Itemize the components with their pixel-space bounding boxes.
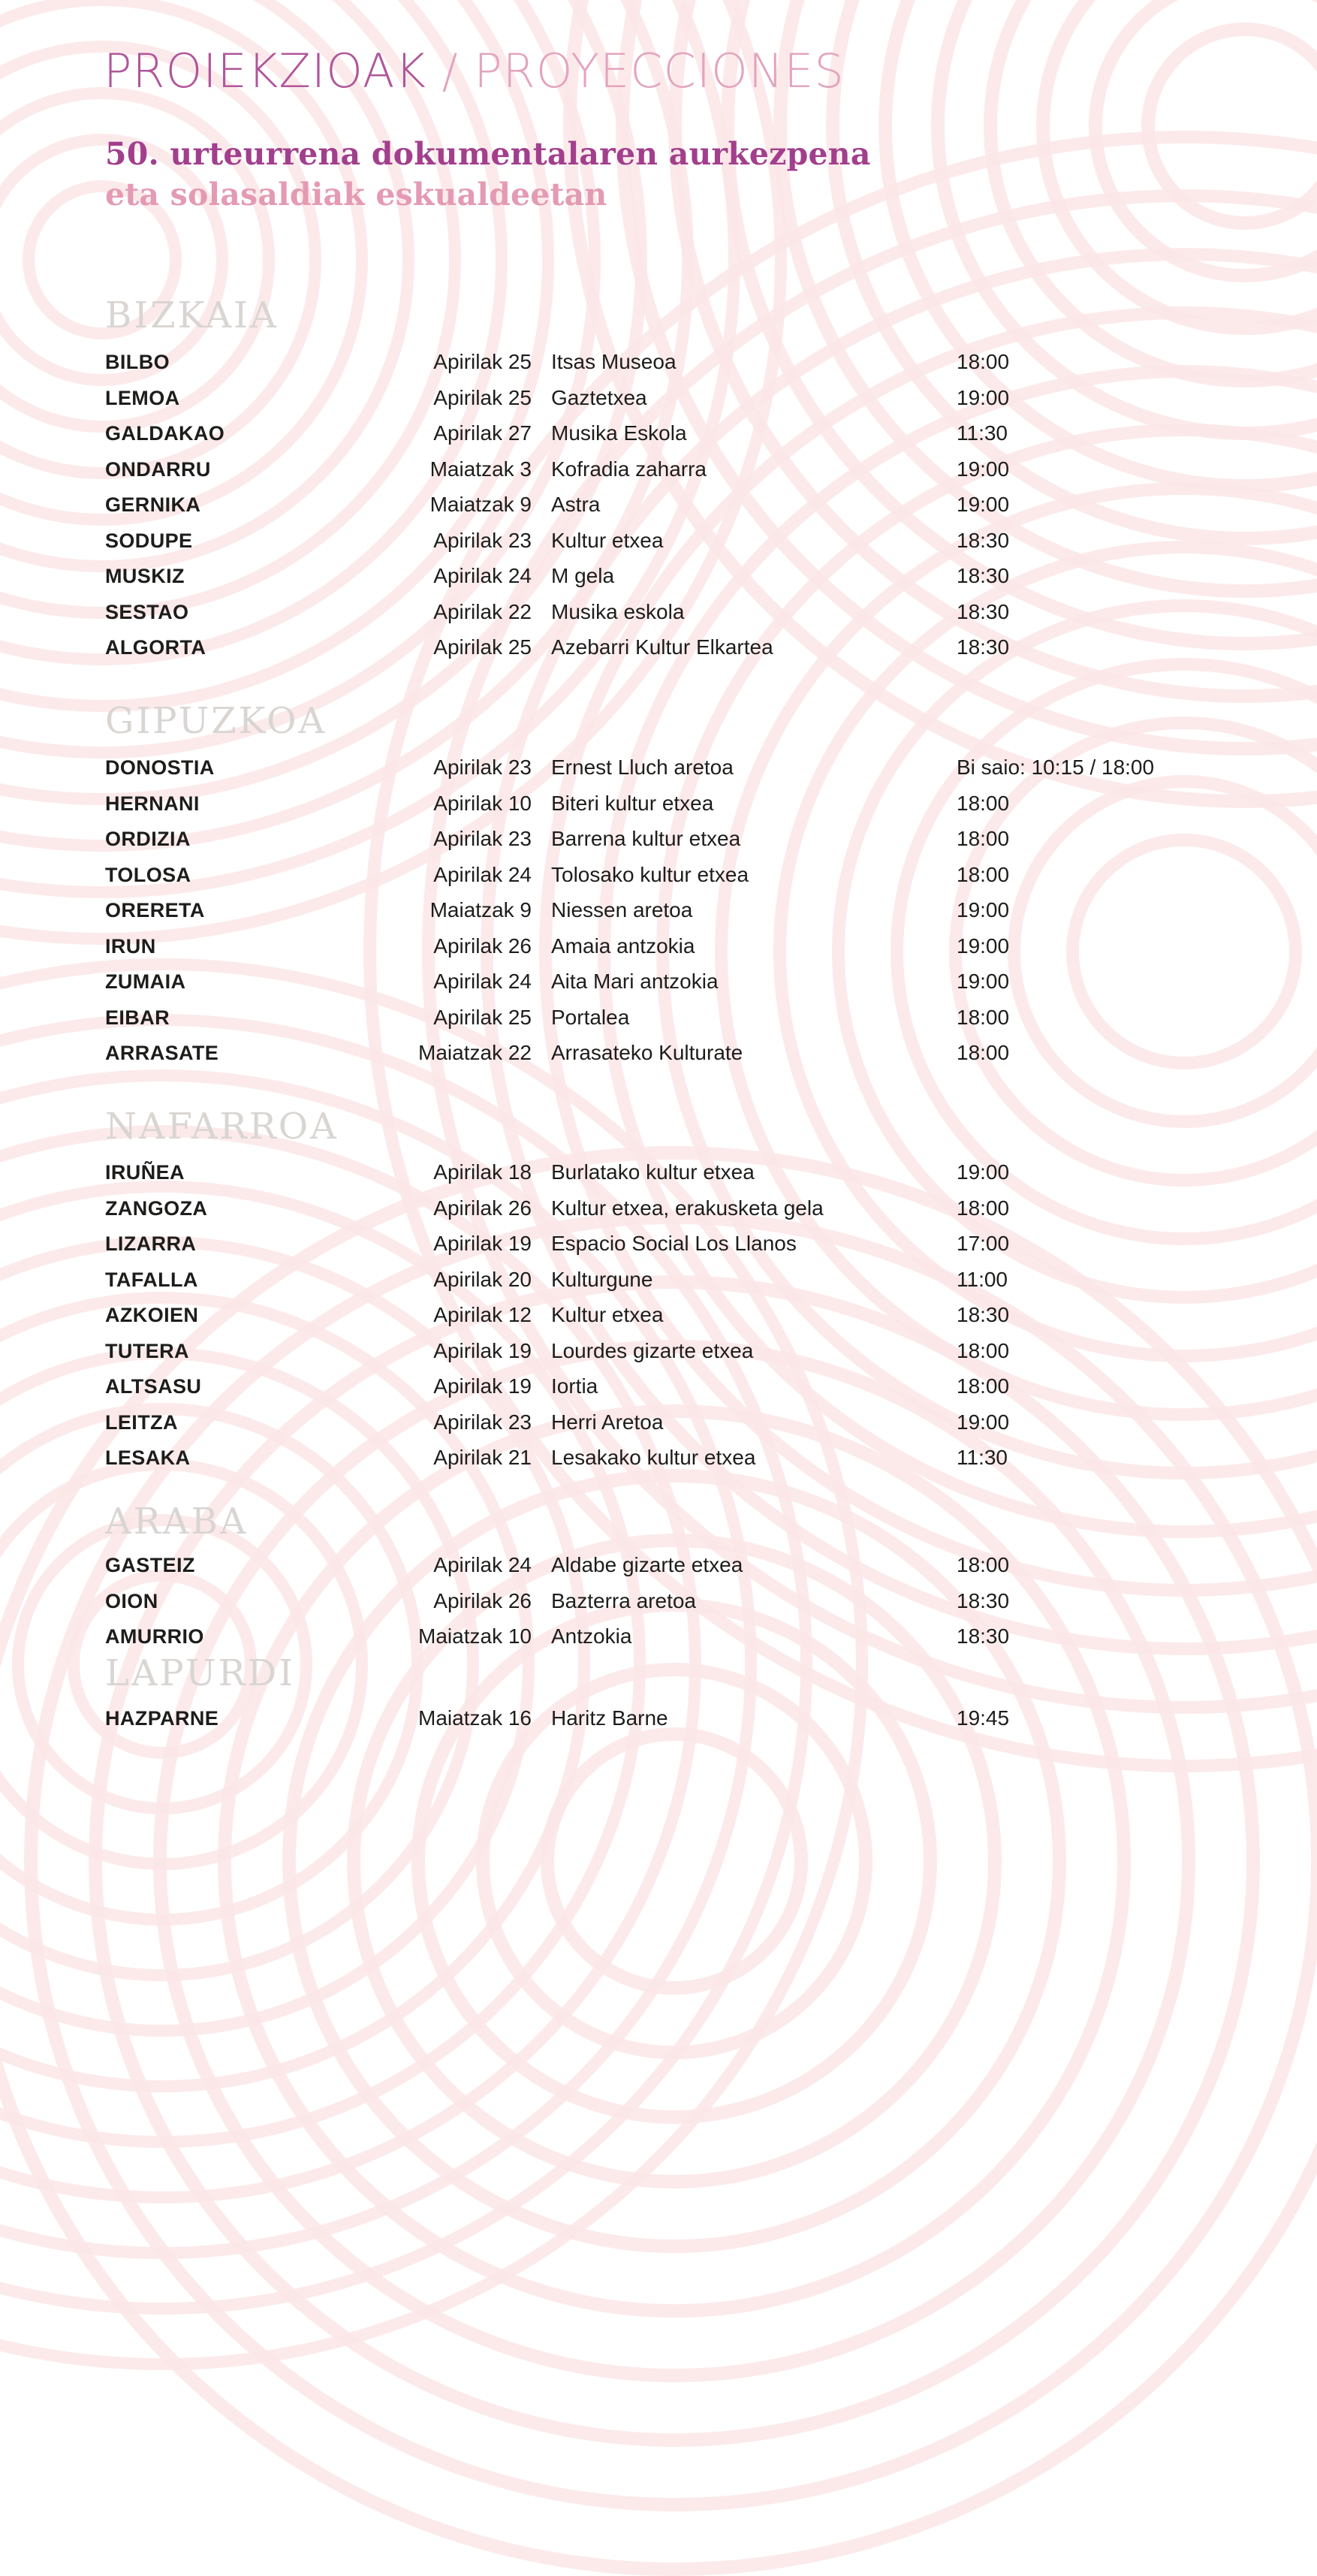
event-date: Apirilak 25: [433, 1005, 532, 1029]
venue-name: Azebarri Kultur Elkartea: [551, 635, 773, 659]
town-name: IRUÑEA: [105, 1161, 185, 1184]
town-name: ONDARRU: [105, 457, 211, 481]
venue-name: Aldabe gizarte etxea: [551, 1553, 743, 1576]
town-name: TAFALLA: [105, 1268, 198, 1291]
venue-name: Kofradia zaharra: [551, 457, 707, 481]
table-row: [105, 493, 1216, 529]
table-row: [105, 421, 1216, 457]
table-row: [105, 1339, 1216, 1375]
venue-name: Herri Aretoa: [551, 1410, 664, 1434]
event-date: Apirilak 26: [433, 934, 532, 958]
town-name: SODUPE: [105, 529, 193, 552]
venue-name: Arrasateko Kulturate: [551, 1041, 743, 1064]
event-date: Apirilak 22: [433, 599, 532, 623]
town-name: SESTAO: [105, 600, 189, 623]
event-date: Apirilak 27: [433, 421, 532, 445]
venue-name: Iortia: [551, 1374, 598, 1398]
screenings-table-lapurdi: [105, 1706, 1216, 1742]
event-time: 18:30: [957, 564, 1010, 587]
town-name: HERNANI: [105, 792, 200, 815]
event-date: Apirilak 26: [433, 1588, 532, 1612]
town-name: LEITZA: [105, 1410, 178, 1434]
town-name: HAZPARNE: [105, 1707, 219, 1730]
event-time: 18:00: [957, 350, 1010, 373]
venue-name: Kulturgune: [551, 1267, 653, 1291]
venue-name: Barrena kultur etxea: [551, 827, 741, 850]
page-subtitle: [105, 134, 1171, 215]
event-date: Maiatzak 9: [429, 898, 532, 922]
event-date: Apirilak 23: [433, 756, 532, 779]
event-time: 19:00: [957, 1410, 1010, 1434]
screenings-table-bizkaia: [105, 350, 1216, 671]
event-date: Apirilak 25: [433, 635, 532, 659]
table-row: [105, 898, 1216, 934]
table-row: [105, 1006, 1216, 1042]
event-date: Apirilak 24: [433, 564, 532, 587]
event-time: 18:00: [957, 1374, 1010, 1398]
event-time: 18:30: [957, 1588, 1010, 1612]
page-subtitle-line1: 50. urteurrena dokumentalaren aurkezpena: [105, 136, 871, 172]
event-date: Apirilak 10: [433, 791, 532, 815]
table-row: [105, 1374, 1216, 1410]
venue-name: Amaia antzokia: [551, 934, 695, 958]
region-heading-bizkaia: BIZKAIA: [105, 294, 279, 336]
event-date: Apirilak 24: [433, 1553, 532, 1576]
event-date: Apirilak 25: [433, 385, 532, 409]
event-date: Apirilak 23: [433, 528, 532, 552]
town-name: DONOSTIA: [105, 756, 215, 779]
screenings-table-gipuzkoa: [105, 756, 1216, 1077]
venue-name: Bazterra aretoa: [551, 1588, 696, 1612]
venue-name: Tolosako kultur etxea: [551, 862, 749, 886]
table-row: [105, 863, 1216, 899]
event-date: Maiatzak 10: [418, 1624, 532, 1648]
table-row: [105, 1232, 1216, 1268]
town-name: LIZARRA: [105, 1232, 197, 1255]
table-row: [105, 756, 1216, 792]
event-time: 19:45: [957, 1706, 1010, 1730]
venue-name: Kultur etxea, erakusketa gela: [551, 1196, 824, 1220]
event-date: Apirilak 20: [433, 1267, 532, 1291]
region-heading-gipuzkoa: GIPUZKOA: [105, 700, 327, 742]
event-time: 11:00: [957, 1267, 1008, 1291]
town-name: ZUMAIA: [105, 970, 186, 993]
event-time: 19:00: [957, 898, 1010, 922]
event-date: Apirilak 24: [433, 970, 532, 993]
region-heading-nafarroa: NAFARROA: [105, 1106, 339, 1148]
town-name: LESAKA: [105, 1446, 191, 1469]
screenings-table-araba: [105, 1553, 1216, 1661]
table-row: [105, 934, 1216, 970]
page-title: [104, 44, 845, 98]
town-name: GERNIKA: [105, 493, 201, 516]
table-row: [105, 529, 1216, 565]
venue-name: Gaztetxea: [551, 385, 647, 409]
town-name: ZANGOZA: [105, 1196, 208, 1220]
table-row: [105, 1303, 1216, 1339]
event-time: 19:00: [957, 934, 1010, 958]
venue-name: M gela: [551, 564, 615, 587]
venue-name: Biteri kultur etxea: [551, 791, 714, 815]
venue-name: Aita Mari antzokia: [551, 970, 719, 993]
town-name: ARRASATE: [105, 1042, 219, 1064]
event-time: 18:00: [957, 1196, 1010, 1220]
page-subtitle-line2: eta solasaldiak eskualdeetan: [105, 176, 607, 213]
town-name: IRUN: [105, 934, 156, 958]
event-time: 18:00: [957, 1553, 1010, 1576]
venue-name: Lesakako kultur etxea: [551, 1446, 756, 1469]
event-date: Maiatzak 16: [418, 1706, 532, 1730]
town-name: TUTERA: [105, 1339, 189, 1362]
event-time: 19:00: [957, 385, 1010, 409]
table-row: [105, 635, 1216, 671]
venue-name: Itsas Museoa: [551, 350, 677, 373]
event-date: Maiatzak 3: [429, 457, 532, 481]
venue-name: Musika eskola: [551, 599, 685, 623]
table-row: [105, 600, 1216, 636]
venue-name: Burlatako kultur etxea: [551, 1160, 755, 1184]
table-row: [105, 457, 1216, 493]
table-row: [105, 1706, 1216, 1742]
table-row: [105, 1589, 1216, 1625]
event-date: Maiatzak 9: [429, 493, 532, 516]
event-date: Apirilak 24: [433, 862, 532, 886]
page-title-basque: PROIEKZIOAK: [104, 44, 426, 98]
venue-name: Kultur etxea: [551, 1303, 664, 1326]
page-title-spanish: PROYECCIONES: [474, 44, 845, 98]
table-row: [105, 792, 1216, 828]
town-name: ORERETA: [105, 899, 205, 922]
region-heading-lapurdi: LAPURDI: [105, 1652, 296, 1694]
table-row: [105, 1196, 1216, 1232]
event-time: 18:30: [957, 599, 1010, 623]
venue-name: Niessen aretoa: [551, 898, 693, 922]
town-name: OION: [105, 1589, 158, 1612]
event-time: 18:30: [957, 1624, 1010, 1648]
event-time: 18:00: [957, 1005, 1010, 1029]
event-date: Maiatzak 22: [418, 1041, 532, 1064]
event-time: 18:00: [957, 827, 1010, 850]
table-row: [105, 386, 1216, 422]
event-time: 19:00: [957, 457, 1010, 481]
town-name: LEMOA: [105, 386, 180, 409]
page-title-separator: /: [426, 44, 475, 98]
table-row: [105, 1041, 1216, 1077]
event-date: Apirilak 25: [433, 350, 532, 373]
event-date: Apirilak 19: [433, 1374, 532, 1398]
event-date: Apirilak 26: [433, 1196, 532, 1220]
event-time: 18:30: [957, 635, 1010, 659]
venue-name: Astra: [551, 493, 601, 516]
town-name: BILBO: [105, 351, 170, 373]
screenings-table-nafarroa: [105, 1160, 1216, 1482]
venue-name: Musika Eskola: [551, 421, 687, 445]
event-time: 18:30: [957, 528, 1010, 552]
event-date: Apirilak 21: [433, 1446, 532, 1469]
event-time: 18:00: [957, 862, 1010, 886]
event-time: Bi saio: 10:15 / 18:00: [957, 756, 1155, 779]
venue-name: Haritz Barne: [551, 1706, 668, 1730]
table-row: [105, 1160, 1216, 1196]
venue-name: Lourdes gizarte etxea: [551, 1338, 754, 1362]
town-name: AZKOIEN: [105, 1304, 199, 1326]
venue-name: Ernest Lluch aretoa: [551, 756, 734, 779]
event-time: 11:30: [957, 1446, 1008, 1469]
venue-name: Espacio Social Los Llanos: [551, 1232, 797, 1255]
table-row: [105, 970, 1216, 1006]
town-name: TOLOSA: [105, 863, 191, 886]
event-time: 18:00: [957, 1338, 1010, 1362]
table-row: [105, 350, 1216, 386]
town-name: EIBAR: [105, 1006, 170, 1029]
town-name: ALGORTA: [105, 636, 206, 659]
table-row: [105, 1553, 1216, 1589]
event-time: 11:30: [957, 421, 1008, 445]
event-date: Apirilak 19: [433, 1232, 532, 1255]
event-time: 17:00: [957, 1232, 1010, 1255]
event-time: 19:00: [957, 970, 1010, 993]
event-date: Apirilak 23: [433, 1410, 532, 1434]
town-name: ORDIZIA: [105, 828, 191, 850]
table-row: [105, 1410, 1216, 1446]
event-date: Apirilak 19: [433, 1338, 532, 1362]
venue-name: Portalea: [551, 1005, 630, 1029]
town-name: ALTSASU: [105, 1375, 202, 1398]
event-date: Apirilak 18: [433, 1160, 532, 1184]
town-name: AMURRIO: [105, 1625, 204, 1648]
event-date: Apirilak 12: [433, 1303, 532, 1326]
event-time: 18:30: [957, 1303, 1010, 1326]
table-row: [105, 1268, 1216, 1304]
event-time: 18:00: [957, 1041, 1010, 1064]
venue-name: Kultur etxea: [551, 528, 664, 552]
event-time: 19:00: [957, 1160, 1010, 1184]
venue-name: Antzokia: [551, 1624, 632, 1648]
region-heading-araba: ARABA: [105, 1501, 249, 1543]
town-name: MUSKIZ: [105, 565, 185, 587]
event-time: 19:00: [957, 493, 1010, 516]
event-time: 18:00: [957, 791, 1010, 815]
event-date: Apirilak 23: [433, 827, 532, 850]
town-name: GALDAKAO: [105, 422, 225, 445]
table-row: [105, 827, 1216, 863]
table-row: [105, 564, 1216, 600]
town-name: GASTEIZ: [105, 1554, 195, 1576]
table-row: [105, 1446, 1216, 1482]
